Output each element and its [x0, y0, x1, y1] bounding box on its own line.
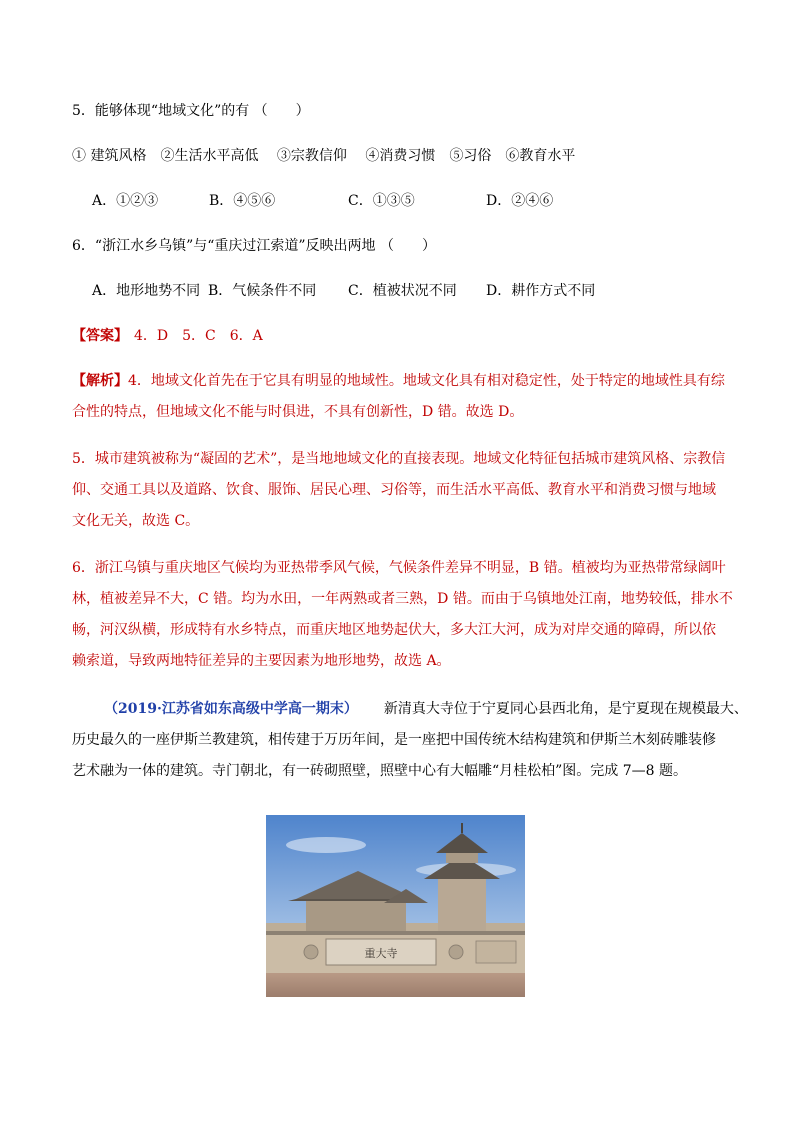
analysis-p5-line3: 文化无关，故选 C。: [72, 513, 200, 529]
q5-items: ① 建筑风格 ②生活水平高低 ③宗教信仰 ④消费习惯 ⑤习俗 ⑥教育水平: [72, 148, 576, 164]
mosque-photo: [266, 815, 525, 997]
passage-line2: 历史最久的一座伊斯兰教建筑，相传建于万历年间，是一座把中国传统木结构建筑和伊斯兰木刻砖雕装修: [72, 732, 716, 748]
answer-text: 4．D 5．C 6．A: [134, 328, 263, 344]
analysis-p6-line2: 林，植被差异不大，C 错。均为水田，一年两熟或者三熟，D 错。而由于乌镇地处江南，地势较低，排水不: [72, 591, 733, 607]
analysis-p5-line1: 5．城市建筑被称为“凝固的艺术”，是当地地域文化的直接表现。地域文化特征包括城市建筑风格、宗教信: [72, 451, 726, 467]
q5-option-b: B．④⑤⑥: [209, 193, 276, 209]
q6-option-d: D．耕作方式不同: [486, 283, 596, 299]
passage-text-1: 新清真大寺位于宁夏同心县西北角，是宁夏现在规模最大、: [383, 701, 748, 717]
analysis-p6-line1: 6．浙江乌镇与重庆地区气候均为亚热带季风气候，气候条件差异不明显，B 错。植被均为亚热带常绿阔叶: [72, 560, 726, 576]
analysis-label: 【解析】: [72, 373, 128, 389]
q6-option-c: C．植被状况不同: [348, 283, 457, 299]
passage-line3: 艺术融为一体的建筑。寺门朝北，有一砖砌照壁，照壁中心有大幅雕“月桂松柏”图。完成 7—8 题。: [72, 763, 688, 779]
analysis-p6-line4: 赖索道，导致两地特征差异的主要因素为地形地势，故选 A。: [72, 653, 451, 669]
analysis-p4-line1: [72, 371, 725, 391]
ground: [266, 973, 525, 997]
q5-option-d: D．②④⑥: [486, 193, 554, 209]
answer-label: 【答案】: [72, 328, 128, 344]
analysis-p6-line3: 畅，河汉纵横，形成特有水乡特点，而重庆地区地势起伏大，多大江大河，成为对岸交通的障碍，所以依: [72, 622, 716, 638]
q6-stem: 6．“浙江水乡乌镇”与“重庆过江索道”反映出两地 （ ）: [72, 238, 436, 254]
passage-source: （2019·江苏省如东高级中学高一期末）: [104, 701, 358, 717]
analysis-p4-line2: 合性的特点，但地域文化不能与时俱进，不具有创新性，D 错。故选 D。: [72, 404, 524, 420]
analysis-p4-text: 4．地域文化首先在于它具有明显的地域性。地域文化具有相对稳定性，处于特定的地域性具有综: [128, 373, 725, 389]
tower: [438, 877, 486, 932]
q6-option-a: A．地形地势不同: [92, 283, 201, 299]
q5-option-a: A．①②③: [92, 193, 159, 209]
q5-option-c: C．①③⑤: [348, 193, 415, 209]
passage-line1: [104, 699, 748, 719]
plaque-text: 重大寺: [364, 947, 398, 960]
q6-option-b: B．气候条件不同: [208, 283, 317, 299]
answer-line: [72, 326, 263, 346]
analysis-p5-line2: 仰、交通工具以及道路、饮食、服饰、居民心理、习俗等，而生活水平高低、教育水平和消费习惯与地域: [72, 482, 716, 498]
q5-stem: 5．能够体现“地域文化”的有 （ ）: [72, 103, 310, 119]
